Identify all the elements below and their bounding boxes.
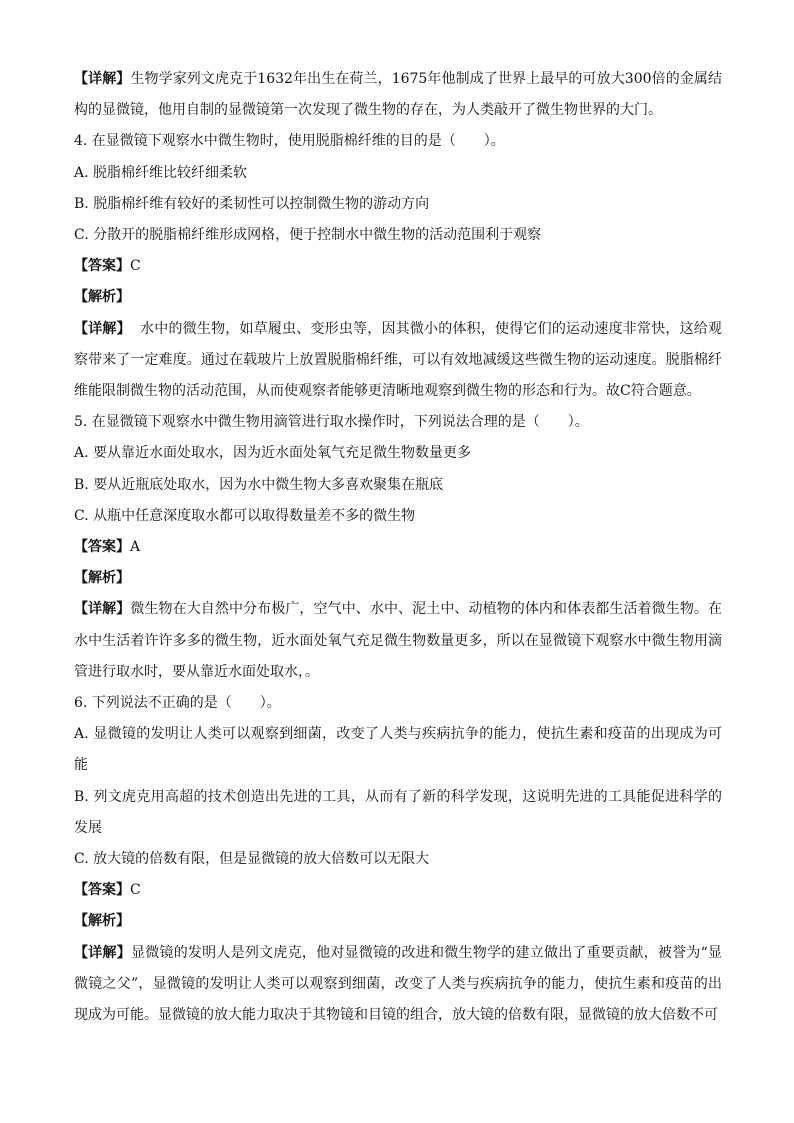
answer-line bbox=[74, 251, 722, 282]
answer-tag: 【答案】 bbox=[74, 539, 130, 556]
option-b: B. 脱脂棉纤维有较好的柔韧性可以控制微生物的游动方向 bbox=[74, 195, 430, 212]
option-b: B. 要从近瓶底处取水，因为水中微生物大多喜欢聚集在瓶底 bbox=[74, 476, 444, 493]
answer-tag: 【答案】 bbox=[74, 882, 130, 899]
detail-tag: 【详解】 bbox=[74, 944, 131, 961]
page-content bbox=[74, 64, 722, 1031]
option-a: A. 脱脂棉纤维比较纤细柔软 bbox=[74, 164, 248, 181]
paragraph-text: 水中的微生物，如草履虫、变形虫等，因其微小的体积，使得它们的运动速度非常快，这给观察带来了一定难度。通过在载玻片上放置脱脂棉纤维，可以有效地减缓这些微生物的运动速度。脱脂棉纤维能限制微生物的活动范围，从而使观察者能够更清晰地观察到微生物的形态和行为。故C符合题意。 bbox=[74, 320, 722, 400]
detail-tag: 【详解】 bbox=[74, 71, 131, 87]
detail-tag: 【详解】 bbox=[74, 320, 131, 337]
paragraph-text: 生物学家列文虎克于1632年出生在荷兰，1675年他制成了世界上最早的可放大300倍的金属结构的显微镜，他用自制的显微镜第一次发现了微生物的存在，为人类敲开了微生物世界的大门。 bbox=[74, 71, 723, 119]
answer-line bbox=[74, 875, 722, 906]
analysis-tag: 【解析】 bbox=[74, 913, 130, 930]
question-5: 5. 在显微镜下观察水中微生物用滴管进行取水操作时，下列说法合理的是（ ）。 bbox=[74, 414, 589, 431]
analysis-tag: 【解析】 bbox=[74, 289, 130, 306]
explanation-paragraph bbox=[74, 64, 722, 126]
analysis-tag: 【解析】 bbox=[74, 570, 130, 587]
option-b: B. 列文虎克用高超的技术创造出先进的工具，从而有了新的科学发现，这说明先进的工具能促进科学的发展 bbox=[74, 788, 722, 836]
analysis-line bbox=[74, 282, 722, 313]
paragraph-text: 显微镜的发明人是列文虎克，他对显微镜的改进和微生物学的建立做出了重要贡献，被誉为“显微镜之父”，显微镜的发明让人类可以观察到细菌，改变了人类与疾病抗争的能力，使抗生素和疫苗的出现成为可能。显微镜的放大能力取决于其物镜和目镜的组合，放大镜的倍数有限，显微镜的放大倍数不可 bbox=[74, 944, 723, 1024]
explanation-paragraph bbox=[74, 314, 722, 408]
explanation-paragraph bbox=[74, 938, 722, 1032]
answer-value: C bbox=[130, 882, 141, 899]
option-c: C. 从瓶中任意深度取水都可以取得数量差不多的微生物 bbox=[74, 507, 416, 524]
detail-tag: 【详解】 bbox=[74, 601, 131, 618]
answer-tag: 【答案】 bbox=[74, 258, 130, 275]
answer-line bbox=[74, 532, 722, 563]
explanation-paragraph bbox=[74, 594, 722, 688]
option-c: C. 分散开的脱脂棉纤维形成网格，便于控制水中微生物的活动范围利于观察 bbox=[74, 227, 542, 244]
option-a: A. 要从靠近水面处取水，因为近水面处氧气充足微生物数量更多 bbox=[74, 445, 472, 462]
analysis-line bbox=[74, 563, 722, 594]
question-6: 6. 下列说法不正确的是（ ）。 bbox=[74, 695, 281, 712]
question-4: 4. 在显微镜下观察水中微生物时，使用脱脂棉纤维的目的是（ ）。 bbox=[74, 133, 505, 150]
option-c: C. 放大镜的倍数有限，但是显微镜的放大倍数可以无限大 bbox=[74, 851, 430, 868]
paragraph-text: 微生物在大自然中分布极广，空气中、水中、泥土中、动植物的体内和体表都生活着微生物。在水中生活着许许多多的微生物，近水面处氧气充足微生物数量更多，所以在显微镜下观察水中微生物用滴管进行取水时，要从靠近水面处取水，。 bbox=[74, 601, 723, 680]
analysis-line bbox=[74, 906, 722, 937]
answer-value: A bbox=[130, 539, 141, 556]
option-a: A. 显微镜的发明让人类可以观察到细菌，改变了人类与疾病抗争的能力，使抗生素和疫苗的出现成为可能 bbox=[74, 726, 722, 774]
answer-value: C bbox=[130, 258, 141, 275]
